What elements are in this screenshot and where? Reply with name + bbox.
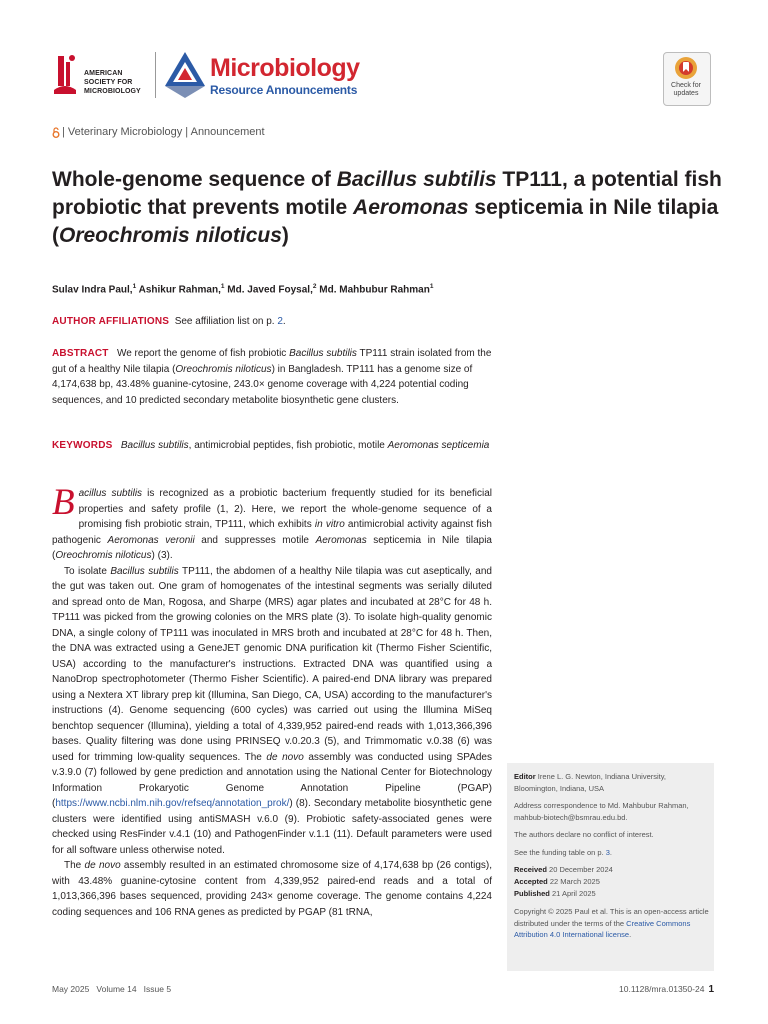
author-list: Sulav Indra Paul,$^1$ Ashikur Rahman,$^1$ Md. Javed Foysal,$^2$ Md. Mahbubur Rahman$^1$ xyxy=(52,283,434,296)
affiliation-page-link[interactable]: 2 xyxy=(277,316,283,327)
footer-doi xyxy=(560,984,714,995)
keywords-label: KEYWORDS xyxy=(52,440,113,451)
check-updates-icon xyxy=(674,56,698,80)
license-link[interactable]: Creative Commons Attribution 4.0 International license xyxy=(514,918,691,939)
article-info-content xyxy=(514,771,710,947)
author[interactable]: Ashikur Rahman, xyxy=(136,284,221,296)
page-number: 1 xyxy=(708,984,714,995)
asm-wordmark xyxy=(84,69,141,96)
author-affiliations: AUTHOR AFFILIATIONS See affiliation list on p. 2. xyxy=(52,316,286,327)
drop-cap: B xyxy=(52,482,75,523)
correspondence-info: Address correspondence to Md. Mahbubur Rahman, mahbub-biotech@bsmrau.edu.bd. xyxy=(514,801,689,822)
author[interactable]: Md. Javed Foysal, xyxy=(224,284,313,296)
check-updates-line-1: Check for xyxy=(671,82,701,89)
article-title: Whole-genome sequence of Bacillus subtilis TP111, a potential fish probiotic that prevents motile Aeromonas septicemia in Nile tilapia (Oreochromis niloticus) xyxy=(52,168,722,247)
pgap-link[interactable]: https://www.ncbi.nlm.nih.gov/refseq/annotation_prok/ xyxy=(55,798,290,809)
conflict-statement: The authors declare no conflict of interest. xyxy=(514,830,654,839)
article-body xyxy=(52,482,492,920)
asm-line-2: SOCIETY FOR xyxy=(84,79,133,86)
open-access-icon xyxy=(52,127,60,138)
funding-page-link[interactable]: 3 xyxy=(605,847,610,857)
keywords: KEYWORDS Bacillus subtilis, antimicrobial peptides, fish probiotic, motile Aeromonas septicemia xyxy=(52,440,490,451)
check-updates-label xyxy=(663,82,709,98)
journal-title: Microbiology xyxy=(210,54,360,82)
mra-logo-icon xyxy=(163,50,207,100)
body-paragraph-1: Bacillus subtilis is recognized as a probiotic bacterium frequently studied for its beneficial properties and safety profile (1, 2). Here, we report the whole-genome sequence of a promising fish probiotic strain, TP111, which exhibits in vitro antimicrobial activity against fish pathogenic Aeromonas veronii and suppresses motile Aeromonas septicemia in Nile tilapia (Oreochromis niloticus) (3). xyxy=(52,482,492,561)
doi-text[interactable]: 10.1128/mra.01350-24 xyxy=(619,984,705,994)
author[interactable]: Sulav Indra Paul, xyxy=(52,284,133,296)
section-breadcrumb: | Veterinary Microbiology | Announcement xyxy=(62,126,265,138)
author[interactable]: Md. Mahbubur Rahman xyxy=(316,284,430,296)
abstract-label: ABSTRACT xyxy=(52,348,109,359)
journal-subtitle: Resource Announcements xyxy=(210,83,358,97)
asm-logo-icon xyxy=(52,52,78,96)
editor-info: Editor Irene L. G. Newton, Indiana University, Bloomington, Indiana, USA xyxy=(514,772,667,793)
affiliations-label[interactable]: AUTHOR AFFILIATIONS xyxy=(52,316,170,327)
abstract: ABSTRACT We report the genome of fish probiotic Bacillus subtilis TP111 strain isolated from the gut of a healthy Nile tilapia (Oreochromis niloticus) in Bangladesh. TP111 has a genome size of 4,174,638 bp, 43.48% guanine-cytosine, 243.0× genome coverage with 4,224 potential coding sequences, and 10 predicted secondary metabolite biosynthetic gene clusters. xyxy=(52,348,492,406)
dates: Received 20 December 2024 Accepted 22 March 2025 Published 21 April 2025 xyxy=(514,865,613,898)
asm-line-1: AMERICAN xyxy=(84,70,123,77)
issue-info: May 2025 Volume 14 Issue 5 xyxy=(52,984,172,994)
body-paragraph-3: The de novo assembly resulted in an estimated chromosome size of 4,174,638 bp (26 contigs), with 43.48% guanine-cytosine content from 4,339,952 paired-end reads and a total of 1,013,366,396 bases sequenced, providing 243× genome coverage. The genome contains 4,224 coding sequences and 106 RNA genes as predicted by PGAP (81 tRNA, xyxy=(52,860,492,918)
check-updates-line-2: updates xyxy=(673,90,699,97)
funding-info: See the funding table on p. 3. xyxy=(514,847,613,857)
copyright-notice: Copyright © 2025 Paul et al. This is an open-access article distributed under the terms of the Creative Commons Attribution 4.0 International license. xyxy=(514,907,709,939)
header-divider xyxy=(155,52,156,98)
asm-line-3: MICROBIOLOGY xyxy=(84,88,141,95)
body-paragraph-2: To isolate Bacillus subtilis TP111, the abdomen of a healthy Nile tilapia was cut aseptically, and the gut was taken out. One gram of homogenates of the intestinal segments was serially diluted and spread onto de Man, Rogosa, and Sharpe (MRS) agar plates and incubated at 28°C for 48 h. TP111 was picked from the growing colonies on the MRS plate (3). To isolate high-quality genomic DNA, a single colony of TP111 was inoculated in MRS broth and incubated at 28°C for 48 h. Then, the DNA was extracted using a GeneJET genomic DNA purification kit (Thermo Fisher Scientific, USA) according to the manufacturer's instructions. Extracted DNA was quantified using a NanoDrop spectrophotometer (Thermo Fisher Scientific). A paired-end DNA library was prepared using a Nextera XT library prep kit (Illumina, San Diego, CA, USA) according to the manufacturer's instructions (4). Genome sequencing (600 cycles) was carried out using the Illumina MiSeq benchtop sequencer (Illumina), yielding a total of 4,339,952 paired-end reads with 1,013,366,396 bases. Quality filtering was done using PRINSEQ v.0.20.3 (5), and Trimmomatic v.0.38 (6) was used for trimming low-quality sequences. The de novo assembly was conducted using SPAdes v.3.9.0 (7) followed by gene prediction and annotation using the National Center for Biotechnology Information Prokaryotic Genome Annotation Pipeline (PGAP) (https://www.ncbi.nlm.nih.gov/refseq/annotation_prok/) (8). Secondary metabolite biosynthetic gene clusters were identified using antiSMASH v.6.0 (9). Probiotic safety-associated genes were checked using ResFinder v.4.1 (10) and PathogenFinder v.1.1 (11). Default parameters were used for all software unless otherwise noted. xyxy=(52,565,492,856)
